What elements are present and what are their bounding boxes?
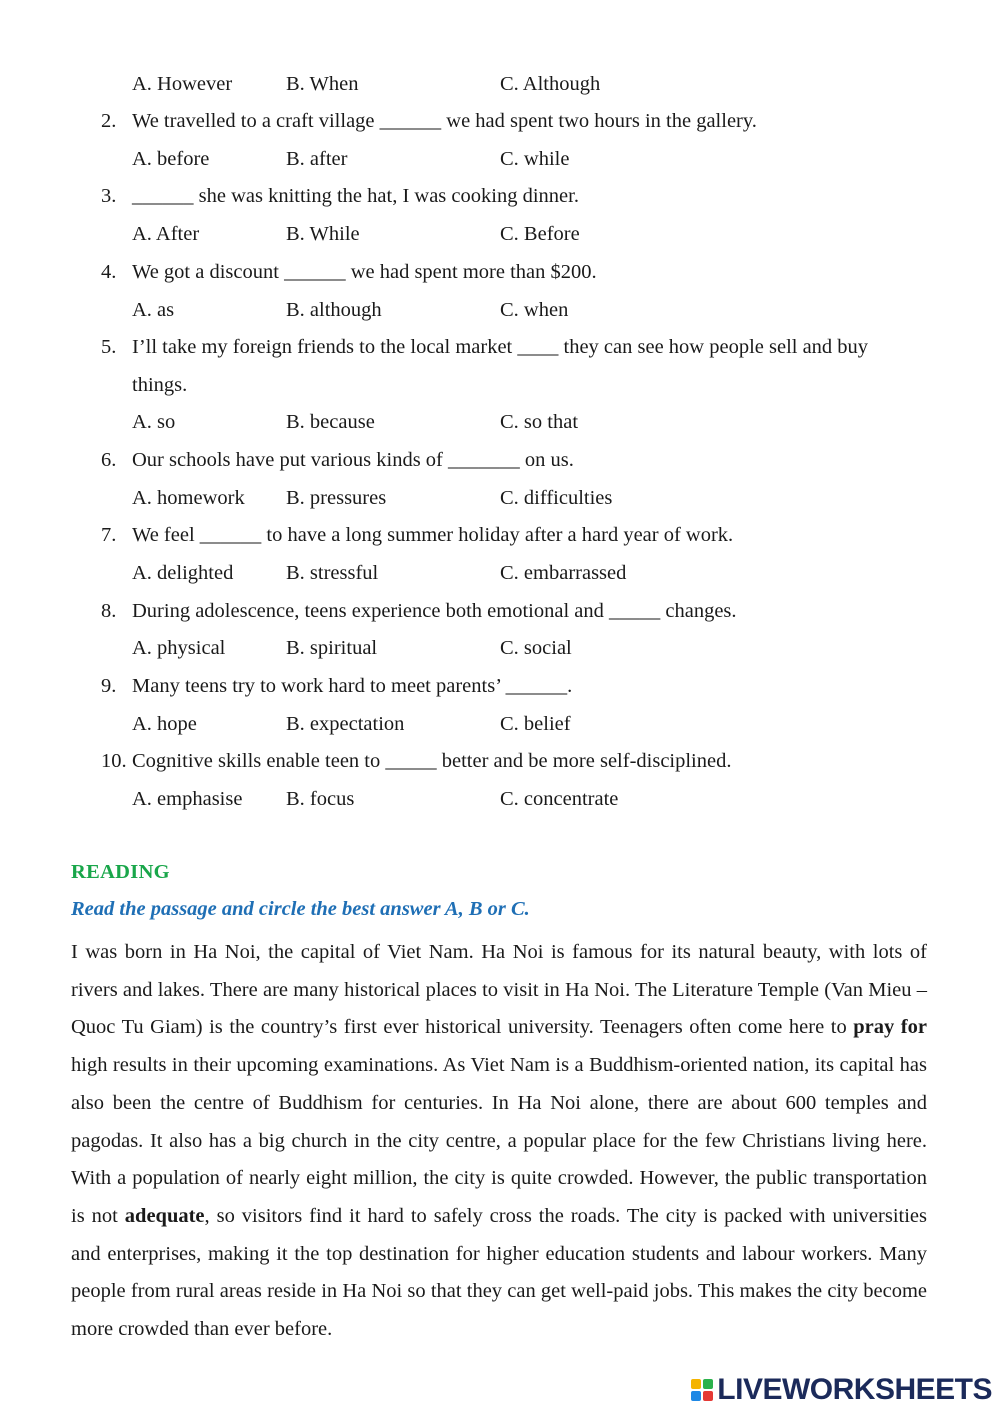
option-b[interactable]: B. spiritual: [286, 637, 378, 659]
option-c[interactable]: C. while: [500, 148, 570, 170]
option-b[interactable]: B. expectation: [286, 713, 405, 735]
question-number: 6.: [101, 449, 117, 471]
liveworksheets-logo[interactable]: [691, 1373, 992, 1407]
question-number: 10.: [101, 750, 127, 772]
question-number: 3.: [101, 185, 117, 207]
option-c[interactable]: C. when: [500, 299, 569, 321]
option-b[interactable]: B. stressful: [286, 562, 379, 584]
section-title-reading: READING: [71, 861, 170, 883]
option-c[interactable]: C. social: [500, 637, 572, 659]
option-c[interactable]: C. belief: [500, 713, 571, 735]
option-a[interactable]: A. emphasise: [132, 788, 243, 810]
logo-text: LIVEWORKSHEETS: [717, 1373, 992, 1406]
option-a[interactable]: A. physical: [132, 637, 226, 659]
option-b[interactable]: B. because: [286, 411, 375, 433]
option-a[interactable]: A. so: [132, 411, 176, 433]
logo-square: [691, 1379, 701, 1389]
option-c[interactable]: C. concentrate: [500, 788, 619, 810]
question-number: 9.: [101, 675, 117, 697]
option-b[interactable]: B. While: [286, 223, 360, 245]
option-a[interactable]: A. delighted: [132, 562, 234, 584]
question-text: We got a discount ______ we had spent more than $200.: [132, 261, 597, 283]
option-c[interactable]: C. embarrassed: [500, 562, 627, 584]
option-a[interactable]: A. After: [132, 223, 200, 245]
option-c[interactable]: C. Before: [500, 223, 580, 245]
question-number: 8.: [101, 600, 117, 622]
question-text: During adolescence, teens experience both emotional and _____ changes.: [132, 600, 737, 622]
option-c[interactable]: C. difficulties: [500, 487, 613, 509]
question-text: Cognitive skills enable teen to _____ better and be more self-disciplined.: [132, 750, 732, 772]
question-number: 2.: [101, 110, 117, 132]
option-c[interactable]: C. Although: [500, 73, 601, 95]
question-text: Many teens try to work hard to meet parents’ ______.: [132, 675, 573, 697]
question-text: Our schools have put various kinds of _______ on us.: [132, 449, 574, 471]
question-number: 7.: [101, 524, 117, 546]
passage-text: I was born in Ha Noi, the capital of Viet Nam. Ha Noi is famous for its natural beauty, with lots of rivers and lakes. There are many historical places to visit in Ha Noi. The Literature Temple (Van Mieu – Quoc Tu Giam) is the country’s first ever historical university. Teenagers often come here to: [71, 941, 927, 1039]
question-text: ______ she was knitting the hat, I was cooking dinner.: [132, 185, 579, 207]
question-number: 4.: [101, 261, 117, 283]
question-text: We feel ______ to have a long summer holiday after a hard year of work.: [132, 524, 734, 546]
option-b[interactable]: B. When: [286, 73, 359, 95]
option-b[interactable]: B. although: [286, 299, 382, 321]
reading-passage: [71, 934, 927, 1349]
question-text: We travelled to a craft village ______ we had spent two hours in the gallery.: [132, 110, 757, 132]
question-text: I’ll take my foreign friends to the local market ____ they can see how people sell and buy: [132, 336, 869, 358]
option-b[interactable]: B. after: [286, 148, 348, 170]
question-text-continued: things.: [132, 374, 188, 396]
bold-word-adequate: adequate: [124, 1204, 205, 1227]
option-a[interactable]: A. homework: [132, 487, 245, 509]
passage-text: high results in their upcoming examinations. As Viet Nam is a Buddhism-oriented nation, its capital has also been the centre of Buddhism for centuries. In Ha Noi alone, there are about 600 temples and pagodas. It also has a big church in the city centre, a popular place for the few Christians living here. With a population of nearly eight million, the city is quite crowded. However, the public transportation is not: [71, 1054, 927, 1227]
logo-mark-icon: [691, 1379, 713, 1401]
option-a[interactable]: A. as: [132, 299, 175, 321]
option-c[interactable]: C. so that: [500, 411, 579, 433]
option-b[interactable]: B. focus: [286, 788, 355, 810]
option-a[interactable]: A. However: [132, 73, 233, 95]
logo-square: [703, 1391, 713, 1401]
option-b[interactable]: B. pressures: [286, 487, 387, 509]
option-a[interactable]: A. before: [132, 148, 210, 170]
logo-square: [691, 1391, 701, 1401]
reading-instruction: Read the passage and circle the best answer A, B or C.: [71, 898, 530, 920]
question-number: 5.: [101, 336, 117, 358]
passage-text: , so visitors find it hard to safely cross the roads. The city is packed with universities and enterprises, making it the top destination for higher education students and labour workers. Many people from rural areas reside in Ha Noi so that they can get well-paid jobs. This makes the city become more crowded than ever before.: [71, 1204, 927, 1341]
bold-phrase-pray-for: pray for: [853, 1016, 927, 1039]
logo-square: [703, 1379, 713, 1389]
option-a[interactable]: A. hope: [132, 713, 197, 735]
